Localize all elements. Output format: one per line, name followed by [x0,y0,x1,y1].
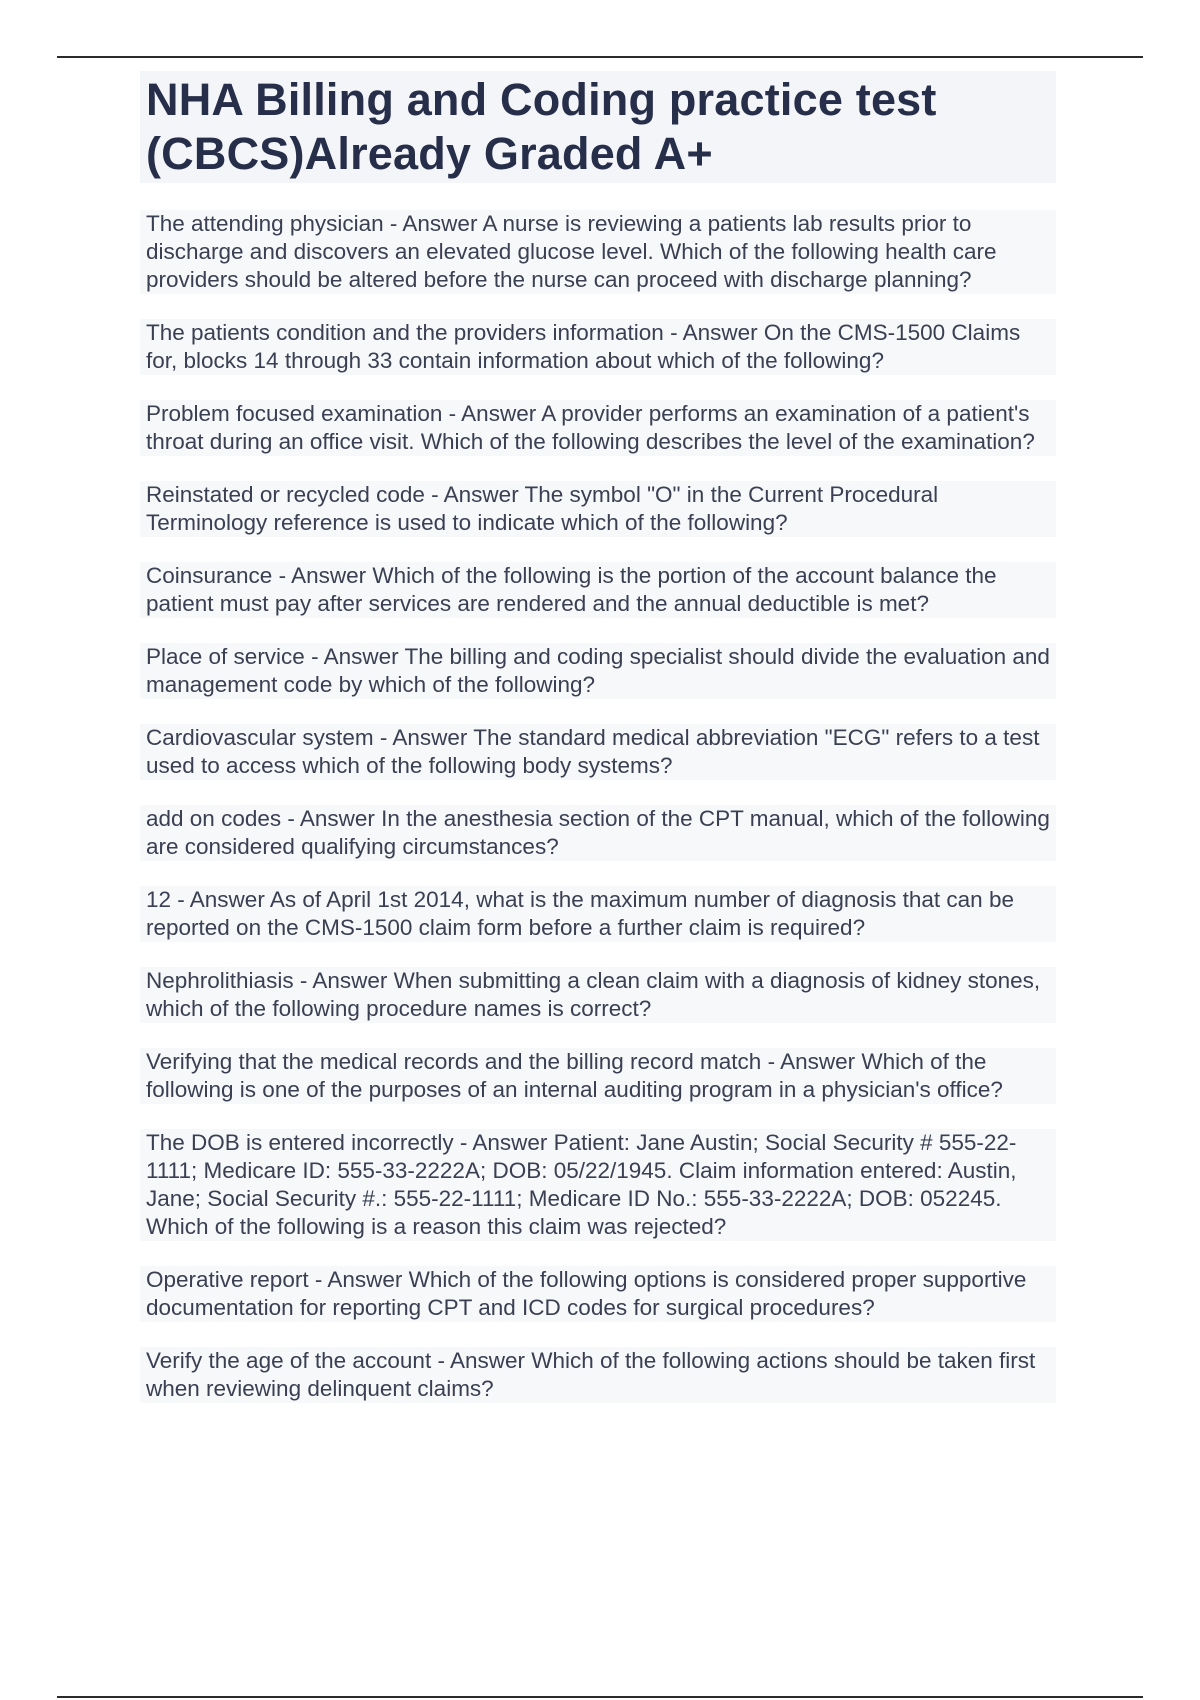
answer-text: Verify the age of the account [146,1348,432,1373]
answer-text: Reinstated or recycled code [146,482,425,507]
answer-text: Problem focused examination [146,401,443,426]
question-text: As of April 1st 2014, what is the maximum number of diagnosis that can be reported on the CMS-1500 claim form before a further claim is required? [146,887,1014,940]
answer-separator: - Answer [281,806,382,831]
qa-item [140,319,1056,375]
qa-list [140,210,1056,1428]
question-text: A nurse is reviewing a patients lab results prior to discharge and discovers an elevated glucose level. Which of the following health care providers should be altered before the nurse can proceed with discharge planning? [146,211,997,292]
qa-item [140,967,1056,1023]
answer-text: The patients condition and the providers information [146,320,664,345]
answer-separator: - Answer [431,1348,532,1373]
question-text: The symbol "O" in the Current Procedural Terminology reference is used to indicate which of the following? [146,482,939,535]
answer-separator: - Answer [424,482,525,507]
question-text: Which of the following actions should be taken first when reviewing delinquent claims? [146,1348,1036,1401]
answer-text: Coinsurance [146,563,273,588]
qa-item [140,210,1056,294]
qa-item [140,1129,1056,1241]
answer-text: add on codes [146,806,282,831]
qa-item [140,400,1056,456]
document-title: NHA Billing and Coding practice test (CBCS)Already Graded A+ [146,74,937,179]
answer-text: Operative report [146,1267,309,1292]
answer-text: Cardiovascular system [146,725,374,750]
question-text: The billing and coding specialist should divide the evaluation and management code by which of the following? [146,644,1050,697]
answer-text: The DOB is entered incorrectly [146,1130,454,1155]
question-text: When submitting a clean claim with a diagnosis of kidney stones, which of the following procedure names is correct? [146,968,1041,1021]
qa-item [140,562,1056,618]
question-text: A provider performs an examination of a patient's throat during an office visit. Which of the following describes the level of the examination? [146,401,1035,454]
answer-separator: - Answer [308,1267,409,1292]
answer-separator: - Answer [442,401,542,426]
bottom-divider [57,1696,1143,1698]
answer-text: 12 [146,887,172,912]
qa-item [140,805,1056,861]
answer-text: Verifying that the medical records and the billing record match [146,1049,762,1074]
answer-separator: - Answer [272,563,373,588]
answer-text: Place of service [146,644,305,669]
answer-separator: - Answer [663,320,764,345]
answer-separator: - Answer [761,1049,862,1074]
answer-separator: - Answer [373,725,474,750]
answer-text: Nephrolithiasis [146,968,294,993]
title-block [140,71,1056,183]
qa-item [140,643,1056,699]
question-text: Patient: Jane Austin; Social Security # 555-22-1111; Medicare ID: 555-33-2222A; DOB: 05/22/1945. Claim information entered: Austin, Jane; Social Security #.: 555-22-1111; Medicare ID No.: 555-33-2222A; DOB: 052245. Which of the following is a reason this claim was rejected? [146,1130,1017,1239]
qa-item [140,886,1056,942]
qa-item [140,481,1056,537]
qa-item [140,1266,1056,1322]
question-text: Which of the following is the portion of the account balance the patient must pay after services are rendered and the annual deductible is met? [146,563,997,616]
answer-separator: - Answer [171,887,270,912]
qa-item [140,1048,1056,1104]
answer-separator: - Answer [293,968,394,993]
question-text: Which of the following options is considered proper supportive documentation for reporting CPT and ICD codes for surgical procedures? [146,1267,1027,1320]
answer-separator: - Answer [453,1130,554,1155]
question-text: On the CMS-1500 Claims for, blocks 14 through 33 contain information about which of the following? [146,320,1021,373]
top-divider [57,56,1143,58]
qa-item [140,724,1056,780]
question-text: In the anesthesia section of the CPT manual, which of the following are considered qualifying circumstances? [146,806,1050,859]
qa-item [140,1347,1056,1403]
answer-separator: - Answer [383,211,483,236]
answer-separator: - Answer [304,644,405,669]
question-text: The standard medical abbreviation "ECG" refers to a test used to access which of the following body systems? [146,725,1040,778]
question-text: Which of the following is one of the purposes of an internal auditing program in a physician's office? [146,1049,1003,1102]
answer-text: The attending physician [146,211,384,236]
